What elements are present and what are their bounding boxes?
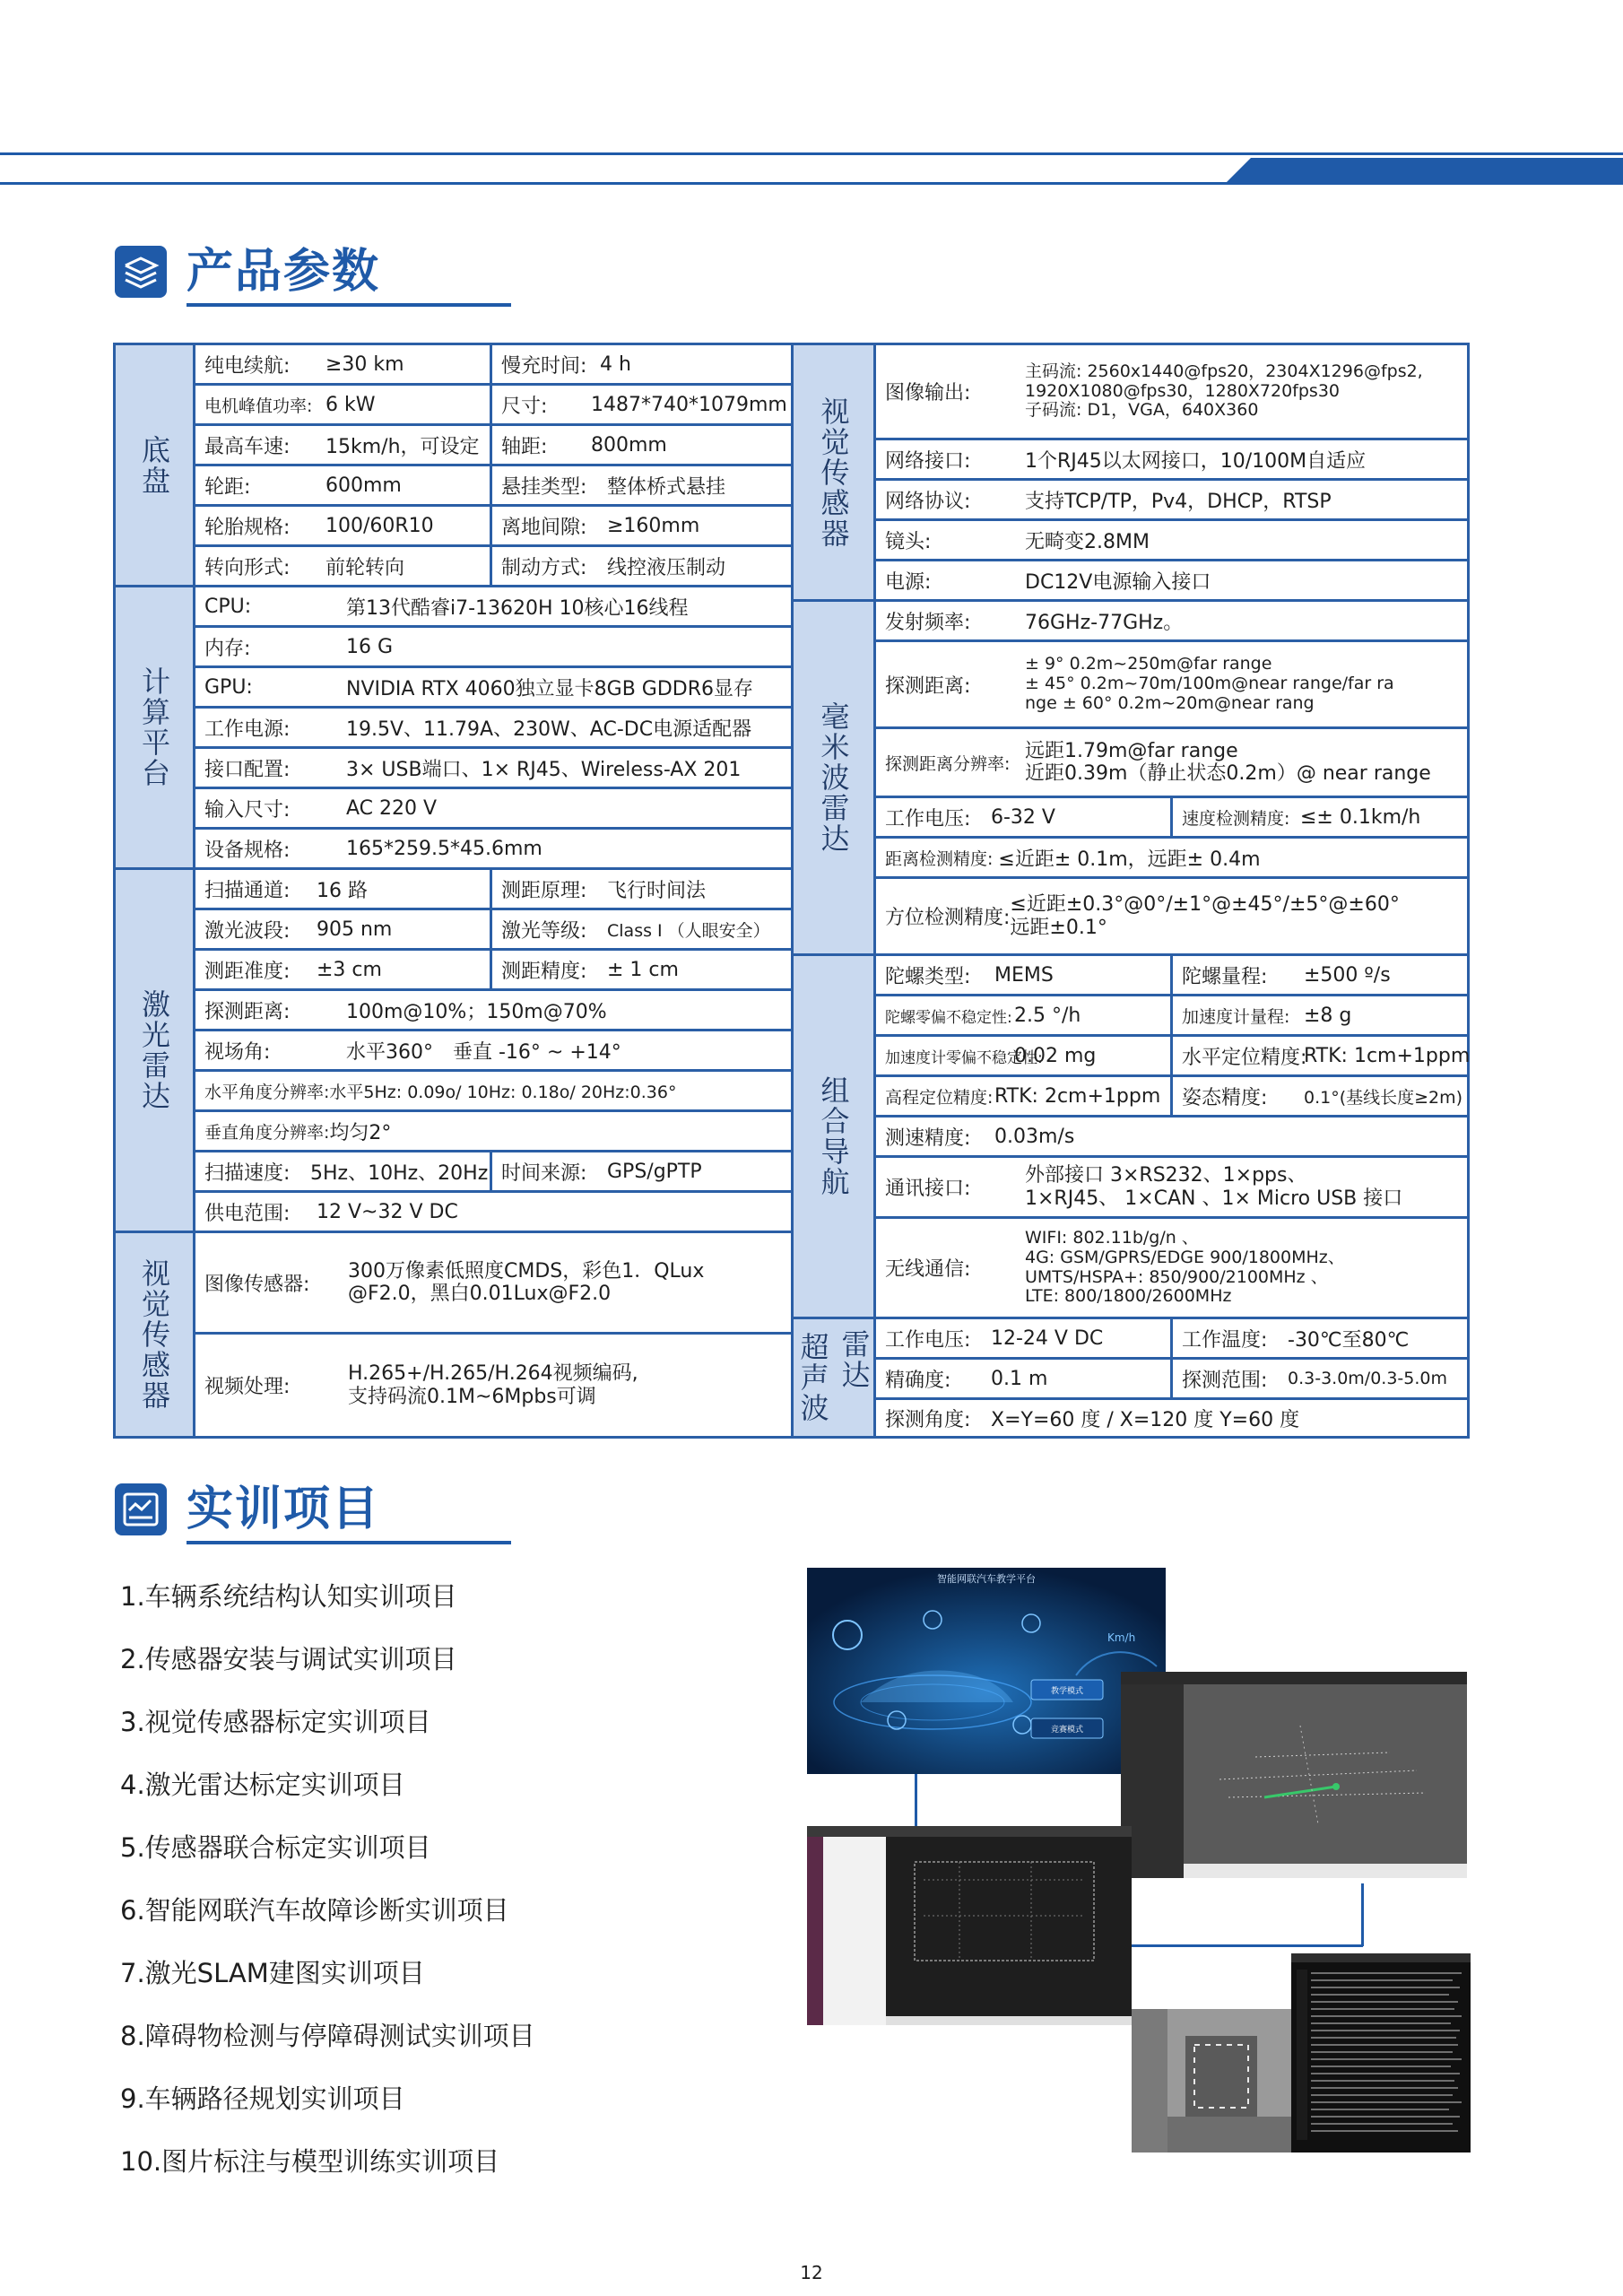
table-row: 轮距: 600mm 悬挂类型: 整体桥式悬挂	[195, 466, 791, 507]
table-row: 电源: DC12V电源输入接口	[876, 561, 1467, 602]
table-row: 接口配置: 3× USB端口、1× RJ45、Wireless-AX 201	[195, 749, 791, 789]
chart-board-icon	[115, 1483, 167, 1535]
table-row: 电机峰值功率: 6 kW 尺寸: 1487*740*1079mm	[195, 386, 791, 426]
camera-graphic	[1132, 2009, 1311, 2152]
table-row: 发射频率: 76GHz-77GHz。	[876, 602, 1467, 642]
page-number: 12	[800, 2262, 823, 2283]
slam-graphic	[807, 1826, 1132, 2025]
header-stripe	[0, 152, 1623, 185]
table-row: 工作电源: 19.5V、11.79A、230W、AC-DC电源适配器	[195, 709, 791, 749]
layers-icon	[115, 246, 167, 298]
table-row: 图像输出: 主码流: 2560x1440@fps20，2304X1296@fps2, 1920X1080@fps30，1280X720fps30 子码流: D1，VGA，640X360	[876, 345, 1467, 440]
spec-table	[113, 343, 1470, 1439]
screenshot-camera-view	[1132, 2009, 1311, 2152]
screenshot-slam-mapping	[807, 1826, 1132, 2025]
table-row: 通讯接口: 外部接口 3×RS232、1×pps、 1×RJ45、 1×CAN 、1× Micro USB 接口	[876, 1158, 1467, 1219]
title-underline	[187, 303, 511, 307]
table-row: 测距准度: ±3 cm 测距精度: ± 1 cm	[195, 951, 791, 991]
table-row: 网络协议: 支持TCP/TP，Pv4，DHCP，RTSP	[876, 481, 1467, 521]
list-item: 2.传感器安装与调试实训项目	[120, 1644, 457, 1674]
point-cloud-graphic	[1121, 1672, 1467, 1878]
category-ultrasonic: 超声波 雷达	[794, 1319, 876, 1436]
category-vision-left: 视觉传感器	[116, 1233, 195, 1436]
section-title: 实训项目	[187, 1483, 381, 1536]
table-row: 图像传感器: 300万像素低照度CMDS，彩色1．QLux @F2.0，黑白0.01Lux@F2.0	[195, 1233, 791, 1335]
table-row: 激光波段: 905 nm 激光等级: Class I （人眼安全）	[195, 910, 791, 951]
table-row: 扫描通道: 16 路 测距原理: 飞行时间法	[195, 870, 791, 910]
table-row: 纯电续航: ≥30 km 慢充时间: 4 h	[195, 345, 791, 386]
category-navigation: 组合导航	[794, 956, 876, 1319]
training-list	[120, 1565, 535, 2193]
table-row: 陀螺零偏不稳定性: 2.5 °/h 加速度计量程: ±8 g	[876, 996, 1467, 1037]
spec-right-column	[794, 345, 1471, 1436]
frame-line	[1361, 1883, 1364, 1946]
screenshot-point-cloud	[1121, 1672, 1467, 1878]
table-row: 输入尺寸: AC 220 V	[195, 789, 791, 830]
mode-button-teaching: 教学模式	[1050, 1687, 1084, 1696]
table-row: 工作电压: 12-24 V DC 工作温度: -30℃至80℃	[876, 1319, 1467, 1360]
category-compute: 计算平台	[116, 587, 195, 870]
table-row: 镜头: 无畸变2.8MM	[876, 521, 1467, 561]
table-row: 探测角度: X=Y=60 度 / X=120 度 Y=60 度	[885, 1408, 1300, 1431]
table-row: 无线通信: WIFI: 802.11b/g/n 、 4G: GSM/GPRS/EDGE 900/1800MHz、 UMTS/HSPA+: 850/900/2100MHz 、 LTE: 800/1800/2600MHz	[876, 1219, 1467, 1319]
list-item: 5.传感器联合标定实训项目	[120, 1832, 431, 1863]
table-row: 内存: 16 G	[195, 628, 791, 668]
list-item: 9.车辆路径规划实训项目	[120, 2083, 405, 2114]
table-row: 转向形式: 前轮转向 制动方式: 线控液压制动	[195, 547, 791, 587]
table-row: 方位检测精度: ≤近距±0.3°@0°/±1°@±45°/±5°@±60° 远距±0.1°	[876, 879, 1467, 956]
table-row: 距离检测精度: ≤近距± 0.1m，远距± 0.4m	[876, 839, 1467, 879]
table-row: 供电范围: 12 V~32 V DC	[195, 1193, 791, 1233]
screenshot-teaching-platform	[807, 1568, 1166, 1774]
mode-button-competition: 竞赛模式	[1050, 1726, 1084, 1735]
table-row: 水平角度分辨率: 水平5Hz: 0.09o/ 10Hz: 0.18o/ 20Hz:0.36°	[195, 1072, 791, 1112]
table-row: 扫描速度: 5Hz、10Hz、20Hz 时间来源: GPS/gPTP	[195, 1152, 791, 1193]
table-row: CPU: 第13代酷睿i7-13620H 10核心16线程	[195, 587, 791, 628]
list-item: 6.智能网联汽车故障诊断实训项目	[120, 1895, 509, 1926]
table-row: 陀螺类型: MEMS 陀螺量程: ±500 º/s	[876, 956, 1467, 996]
terminal-graphic	[1291, 1953, 1471, 2152]
table-row: 最高车速: 15km/h，可设定 轴距: 800mm	[195, 426, 791, 466]
category-radar: 毫米波雷达	[794, 602, 876, 956]
speed-unit-label: Km/h	[1107, 1631, 1136, 1644]
table-row: 视频处理: H.265+/H.265/H.264视频编码, 支持码流0.1M~6Mpbs可调	[204, 1362, 638, 1408]
table-row: 设备规格: 165*259.5*45.6mm	[195, 830, 791, 870]
table-row: 轮胎规格: 100/60R10 离地间隙: ≥160mm	[195, 507, 791, 547]
platform-title: 智能网联汽车教学平台	[937, 1573, 1036, 1585]
category-lidar: 激光雷达	[116, 870, 195, 1233]
list-item: 8.障碍物检测与停障碍测试实训项目	[120, 2021, 535, 2051]
table-row: 加速度计零偏不稳定性: 0.02 mg 水平定位精度: RTK: 1cm+1ppm	[876, 1037, 1467, 1077]
list-item: 10.图片标注与模型训练实训项目	[120, 2146, 500, 2177]
screenshot-terminal	[1291, 1953, 1471, 2152]
table-row: 视场角: 水平360° 垂直 -16° ~ +14°	[195, 1031, 791, 1072]
list-item: 7.激光SLAM建图实训项目	[120, 1958, 425, 1988]
table-row: 工作电压: 6-32 V 速度检测精度: ≤± 0.1km/h	[876, 798, 1467, 839]
table-row: 测速精度: 0.03m/s	[876, 1118, 1467, 1158]
spec-left-column	[116, 345, 794, 1436]
title-underline	[187, 1541, 511, 1544]
table-row: 网络接口: 1个RJ45以太网接口，10/100M自适应	[876, 440, 1467, 481]
table-row: 垂直角度分辨率: 均匀2°	[195, 1112, 791, 1152]
table-row: 探测距离: ± 9° 0.2m~250m@far range ± 45° 0.2m~70m/100m@near range/far ra nge ± 60° 0.2m~20m@near rang	[876, 642, 1467, 729]
table-row: 探测距离分辨率: 远距1.79m@far range 近距0.39m（静止状态0.2m）@ near range	[876, 729, 1467, 798]
section-title: 产品参数	[187, 245, 381, 299]
platform-graphic	[807, 1568, 1166, 1774]
table-row: 高程定位精度: RTK: 2cm+1ppm 姿态精度: 0.1°(基线长度≥2m)	[876, 1077, 1467, 1118]
table-row: 探测距离: 100m@10%；150m@70%	[195, 991, 791, 1031]
table-row: GPU: NVIDIA RTX 4060独立显卡8GB GDDR6显存	[195, 668, 791, 709]
list-item: 4.激光雷达标定实训项目	[120, 1770, 405, 1800]
category-chassis: 底盘	[116, 345, 195, 587]
list-item: 3.视觉传感器标定实训项目	[120, 1707, 431, 1737]
table-row: 精确度: 0.1 m 探测范围: 0.3-3.0m/0.3-5.0m	[876, 1360, 1467, 1400]
category-vision-right: 视觉传感器	[794, 345, 876, 602]
list-item: 1.车辆系统结构认知实训项目	[120, 1581, 457, 1612]
